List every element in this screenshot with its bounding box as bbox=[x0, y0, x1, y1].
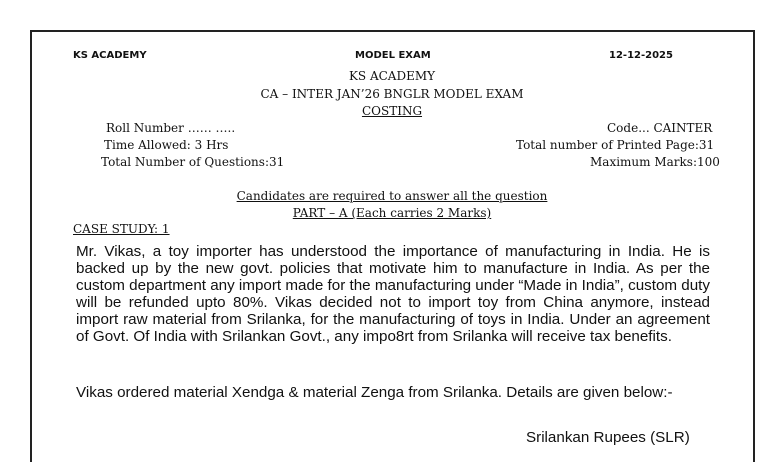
printed-pages: Total number of Printed Page:31 bbox=[516, 138, 715, 152]
roll-number: Roll Number …… ….. bbox=[106, 121, 236, 135]
header-institute: KS ACADEMY bbox=[73, 50, 147, 61]
currency-heading: Srilankan Rupees (SLR) bbox=[526, 429, 690, 446]
title-subject: COSTING bbox=[361, 104, 423, 118]
header-date: 12-12-2025 bbox=[609, 50, 673, 61]
header-exam-type: MODEL EXAM bbox=[355, 50, 431, 61]
paper-code: Code... CAINTER bbox=[607, 121, 713, 135]
case-study-label: CASE STUDY: 1 bbox=[73, 222, 170, 236]
maximum-marks: Maximum Marks:100 bbox=[590, 155, 720, 169]
part-heading: PART – A (Each carries 2 Marks) bbox=[292, 206, 492, 220]
case-study-paragraph-1: Mr. Vikas, a toy importer has understood the importance of manufacturing in India. He is backed up by the new govt. policies that motivate him to manufacture in India. As per the custom department any import made for the manufacturing under “Made in India”, custom duty will be refunded upto 80%. Vikas decided not to import toy from China anymore, instead import raw material from Srilanka, for the manufacturing of toys in India. Under an agreement of Govt. Of India with Srilankan Govt., any impo8rt from Srilanka will receive tax benefits. bbox=[76, 243, 710, 345]
title-institute: KS ACADEMY bbox=[348, 69, 436, 83]
instruction-line: Candidates are required to answer all the question bbox=[236, 189, 548, 203]
time-allowed: Time Allowed: 3 Hrs bbox=[104, 138, 229, 152]
case-study-paragraph-2: Vikas ordered material Xendga & material Zenga from Srilanka. Details are given below:- bbox=[76, 384, 673, 401]
total-questions: Total Number of Questions:31 bbox=[101, 155, 285, 169]
title-exam: CA – INTER JAN’26 BNGLR MODEL EXAM bbox=[260, 87, 524, 101]
